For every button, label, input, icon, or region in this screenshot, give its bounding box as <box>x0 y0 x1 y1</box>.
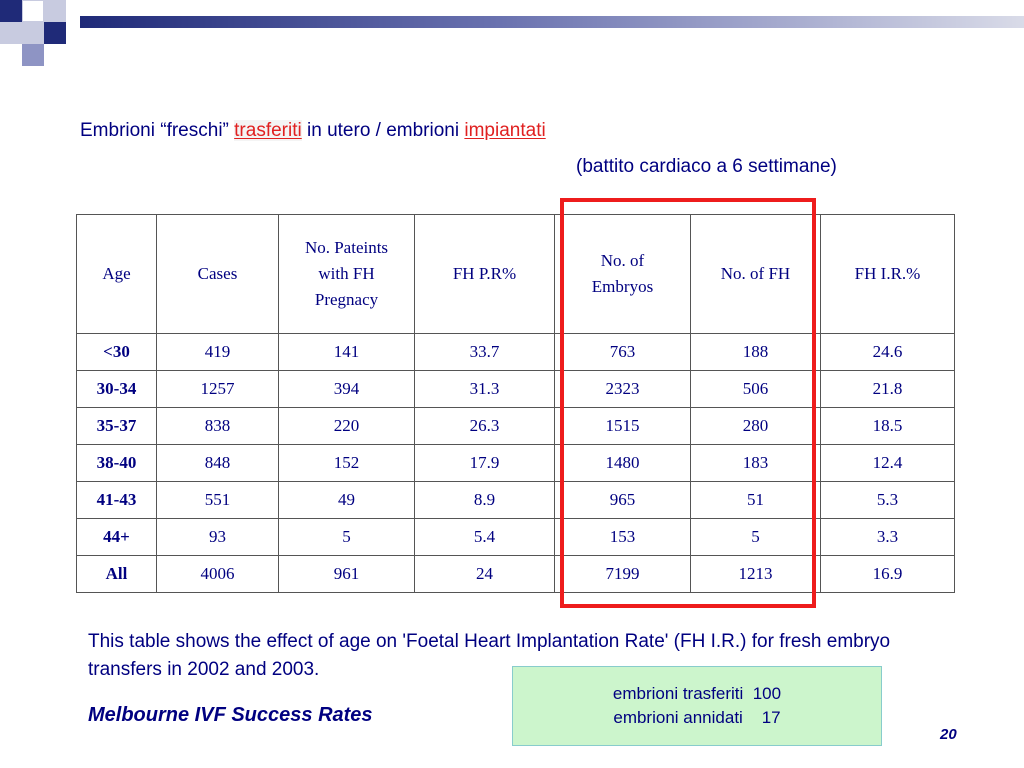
title-part1: Embrioni “freschi” <box>80 120 235 141</box>
cell-no-fh: 183 <box>691 445 821 482</box>
cell-age: 44+ <box>77 519 157 556</box>
cell-fh-pr: 5.4 <box>415 519 555 556</box>
decor-square <box>0 22 22 44</box>
header-patients-fh-label: No. Pateints with FH Pregnacy <box>304 238 389 309</box>
header-patients-fh <box>279 215 415 334</box>
cell-patients-fh: 152 <box>279 445 415 482</box>
cell-age: <30 <box>77 334 157 371</box>
table-row <box>77 371 955 408</box>
cell-no-fh: 5 <box>691 519 821 556</box>
cell-age: All <box>77 556 157 593</box>
table-row <box>77 519 955 556</box>
header-cases: Cases <box>157 215 279 334</box>
ivf-results-table <box>76 214 955 593</box>
header-gradient-bar <box>80 16 1024 28</box>
cell-age: 38-40 <box>77 445 157 482</box>
cell-embryos: 1480 <box>555 445 691 482</box>
cell-cases: 551 <box>157 482 279 519</box>
cell-age: 35-37 <box>77 408 157 445</box>
cell-fh-ir: 24.6 <box>821 334 955 371</box>
cell-cases: 838 <box>157 408 279 445</box>
embryos-highlight-box <box>560 198 816 608</box>
summary-box <box>512 666 882 746</box>
cell-patients-fh: 394 <box>279 371 415 408</box>
cell-cases: 93 <box>157 519 279 556</box>
cell-embryos: 153 <box>555 519 691 556</box>
table-row <box>77 482 955 519</box>
header-age: Age <box>77 215 157 334</box>
cell-embryos: 1515 <box>555 408 691 445</box>
cell-embryos: 2323 <box>555 371 691 408</box>
cell-fh-ir: 18.5 <box>821 408 955 445</box>
slide-subtitle: (battito cardiaco a 6 settimane) <box>576 156 837 177</box>
page-number: 20 <box>940 726 957 743</box>
table-header-row <box>77 215 955 334</box>
table-row <box>77 334 955 371</box>
decor-square <box>0 0 22 22</box>
cell-fh-ir: 12.4 <box>821 445 955 482</box>
header-fh-ir: FH I.R.% <box>821 215 955 334</box>
cell-embryos: 965 <box>555 482 691 519</box>
cell-cases: 1257 <box>157 371 279 408</box>
cell-fh-ir: 5.3 <box>821 482 955 519</box>
decor-square <box>22 44 44 66</box>
header-no-fh: No. of FH <box>691 215 821 334</box>
decor-square <box>44 0 66 22</box>
cell-fh-pr: 17.9 <box>415 445 555 482</box>
summary-transferred: embrioni trasferiti 100 <box>612 684 782 703</box>
summary-implanted: embrioni annidati 17 <box>613 708 781 727</box>
cell-fh-pr: 8.9 <box>415 482 555 519</box>
cell-fh-pr: 31.3 <box>415 371 555 408</box>
cell-cases: 419 <box>157 334 279 371</box>
cell-fh-pr: 33.7 <box>415 334 555 371</box>
cell-no-fh: 188 <box>691 334 821 371</box>
brand-title: Melbourne IVF Success Rates <box>88 704 373 726</box>
table-row <box>77 556 955 593</box>
cell-fh-ir: 3.3 <box>821 519 955 556</box>
cell-fh-pr: 24 <box>415 556 555 593</box>
cell-no-fh: 280 <box>691 408 821 445</box>
decor-square <box>22 22 44 44</box>
cell-cases: 848 <box>157 445 279 482</box>
header-embryos-label: No. of Embryos <box>591 251 654 296</box>
cell-no-fh: 51 <box>691 482 821 519</box>
cell-patients-fh: 5 <box>279 519 415 556</box>
cell-patients-fh: 49 <box>279 482 415 519</box>
table-row <box>77 445 955 482</box>
cell-age: 41-43 <box>77 482 157 519</box>
cell-cases: 4006 <box>157 556 279 593</box>
cell-no-fh: 1213 <box>691 556 821 593</box>
slide-title <box>80 120 546 142</box>
cell-patients-fh: 961 <box>279 556 415 593</box>
cell-no-fh: 506 <box>691 371 821 408</box>
title-highlight-trasferiti: trasferiti <box>234 120 302 141</box>
cell-fh-ir: 21.8 <box>821 371 955 408</box>
cell-age: 30-34 <box>77 371 157 408</box>
header-fh-pr: FH P.R% <box>415 215 555 334</box>
cell-fh-ir: 16.9 <box>821 556 955 593</box>
table-row <box>77 408 955 445</box>
title-highlight-impiantati: impiantati <box>464 120 546 141</box>
cell-embryos: 763 <box>555 334 691 371</box>
cell-fh-pr: 26.3 <box>415 408 555 445</box>
description-text: This table shows the effect of age on 'Foetal Heart Implantation Rate' (FH I.R.) for fresh embryo transfers in 2002 and 2003. <box>88 631 891 680</box>
cell-patients-fh: 141 <box>279 334 415 371</box>
cell-embryos: 7199 <box>555 556 691 593</box>
cell-patients-fh: 220 <box>279 408 415 445</box>
decor-square <box>22 0 44 22</box>
decor-square <box>44 22 66 44</box>
title-part2: in utero / embrioni <box>301 120 465 141</box>
